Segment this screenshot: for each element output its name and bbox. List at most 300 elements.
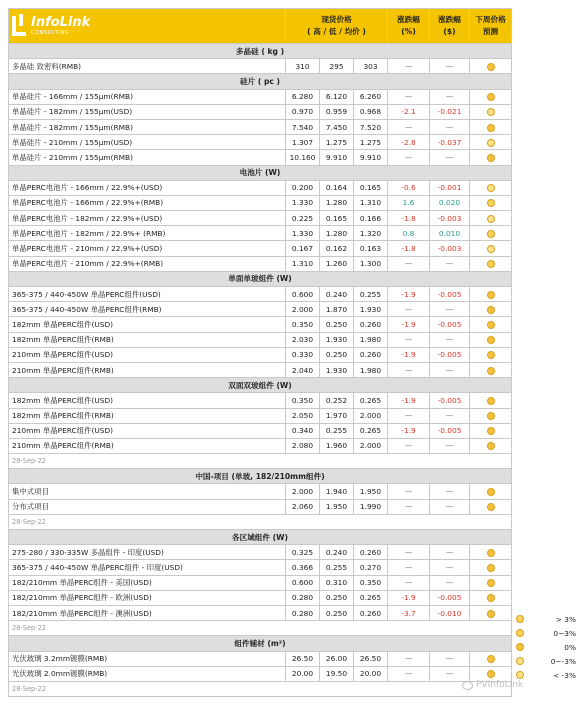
table-row [9,317,512,332]
price-high: 20.00 [286,666,320,681]
change-abs: -0.001 [430,180,470,195]
legend-item [516,612,576,626]
change-pct: — [388,59,430,74]
forecast-cell [470,104,512,119]
change-abs: — [430,651,470,666]
table-row [9,408,512,423]
section-title: 各区域组件 (W) [9,530,512,545]
product-name: 182mm 单晶PERC组件(USD) [9,317,286,332]
table-row [9,560,512,575]
price-low: 0.252 [320,393,354,408]
forecast-down-icon [487,184,495,192]
forecast-flat-icon [487,427,495,435]
legend-item [516,640,576,654]
price-avg: 0.260 [354,347,388,362]
price-low: 0.250 [320,605,354,620]
price-high: 0.167 [286,241,320,256]
section-header [9,74,512,89]
change-pct: -1.9 [388,590,430,605]
table-row [9,651,512,666]
change-abs: -0.003 [430,211,470,226]
table-row [9,211,512,226]
table-row [9,119,512,134]
forecast-cell [470,180,512,195]
forecast-legend [516,612,576,682]
change-abs: — [430,545,470,560]
change-pct: — [388,302,430,317]
change-abs: -0.010 [430,605,470,620]
product-name: 单晶PERC电池片 - 210mm / 22.9%+(USD) [9,241,286,256]
price-low: 1.970 [320,408,354,423]
price-low: 0.255 [320,423,354,438]
section-header [9,165,512,180]
price-low: 0.250 [320,347,354,362]
table-row [9,59,512,74]
change-pct: -2.1 [388,104,430,119]
product-name: 单晶PERC电池片 - 166mm / 22.9%+(RMB) [9,195,286,210]
section-header [9,636,512,651]
price-high: 0.325 [286,545,320,560]
forecast-flat-icon [487,93,495,101]
product-name: 365-375 / 440-450W 单晶PERC组件 - 印度(USD) [9,560,286,575]
price-low: 9.910 [320,150,354,165]
product-name: 单晶硅片 - 210mm / 155μm(RMB) [9,150,286,165]
col-header-forecast: 下周价格 预测 [470,9,512,44]
section-title: 单面单玻组件 (W) [9,271,512,286]
table-row [9,545,512,560]
forecast-down-icon [487,215,495,223]
price-high: 1.307 [286,135,320,150]
price-high: 6.280 [286,89,320,104]
forecast-flat-icon [487,291,495,299]
change-pct: 1.6 [388,195,430,210]
price-avg: 0.166 [354,211,388,226]
price-high: 0.225 [286,211,320,226]
date-row [9,621,512,636]
section-header [9,530,512,545]
price-avg: 303 [354,59,388,74]
price-avg: 9.910 [354,150,388,165]
price-low: 0.255 [320,560,354,575]
table-row [9,590,512,605]
change-pct: — [388,332,430,347]
change-abs: — [430,408,470,423]
forecast-cell [470,590,512,605]
product-name: 多晶硅 致密料(RMB) [9,59,286,74]
price-avg: 20.00 [354,666,388,681]
date-stamp: 28-Sep-22 [9,454,512,469]
table-header-row [9,9,512,44]
logo-sub: CONSULTING [31,29,70,36]
change-abs: — [430,150,470,165]
forecast-flat-icon [487,503,495,511]
change-pct: -1.8 [388,241,430,256]
table-row [9,393,512,408]
price-high: 26.50 [286,651,320,666]
price-avg: 1.990 [354,499,388,514]
table-row [9,180,512,195]
forecast-cell [470,150,512,165]
forecast-flat-icon [487,594,495,602]
product-name: 单晶PERC电池片 - 182mm / 22.9%+(USD) [9,211,286,226]
forecast-flat-icon [487,306,495,314]
forecast-down-icon [487,139,495,147]
table-row [9,302,512,317]
price-low: 1.960 [320,438,354,453]
product-name: 182/210mm 单晶PERC组件 - 欧洲(USD) [9,590,286,605]
table-row [9,423,512,438]
section-title: 中国-项目 (单玻, 182/210mm组件) [9,469,512,484]
forecast-up-icon [487,260,495,268]
price-low: 295 [320,59,354,74]
price-avg: 6.260 [354,89,388,104]
price-high: 0.970 [286,104,320,119]
table-row [9,499,512,514]
forecast-flat-icon [487,579,495,587]
change-abs: — [430,438,470,453]
price-avg: 0.350 [354,575,388,590]
change-abs: -0.005 [430,317,470,332]
price-avg: 0.260 [354,317,388,332]
product-name: 365-375 / 440-450W 单晶PERC组件(RMB) [9,302,286,317]
price-avg: 0.265 [354,423,388,438]
section-title: 组件辅材 (m²) [9,636,512,651]
change-pct: — [388,362,430,377]
price-high: 1.330 [286,195,320,210]
smile-up-icon [516,615,524,623]
product-name: 单晶PERC电池片 - 166mm / 22.9%+(USD) [9,180,286,195]
forecast-cell [470,605,512,620]
price-low: 26.00 [320,651,354,666]
change-pct: -1.9 [388,347,430,362]
price-low: 1.870 [320,302,354,317]
product-name: 集中式项目 [9,484,286,499]
forecast-flat-icon [487,610,495,618]
table-row [9,438,512,453]
price-high: 1.330 [286,226,320,241]
price-high: 2.080 [286,438,320,453]
date-row [9,454,512,469]
price-low: 1.275 [320,135,354,150]
price-high: 2.040 [286,362,320,377]
price-high: 0.600 [286,575,320,590]
price-avg: 0.165 [354,180,388,195]
change-abs: -0.005 [430,287,470,302]
product-name: 210mm 单晶PERC组件(USD) [9,347,286,362]
product-name: 单晶PERC电池片 - 210mm / 22.9%+(RMB) [9,256,286,271]
price-low: 6.120 [320,89,354,104]
forecast-flat-icon [487,549,495,557]
price-avg: 7.520 [354,119,388,134]
date-stamp: 28-Sep-22 [9,514,512,529]
frown-icon [516,671,524,679]
col-header-price: 现货价格 ( 高 / 低 / 均价 ) [286,9,388,44]
product-name: 365-375 / 440-450W 单晶PERC组件(USD) [9,287,286,302]
change-pct: — [388,438,430,453]
forecast-flat-icon [487,367,495,375]
forecast-cell [470,302,512,317]
price-high: 0.350 [286,317,320,332]
change-abs: -0.021 [430,104,470,119]
product-name: 光伏玻璃 3.2mm镀膜(RMB) [9,651,286,666]
forecast-flat-icon [487,154,495,162]
change-pct: — [388,666,430,681]
forecast-cell [470,256,512,271]
smile-slight-up-icon [516,629,524,637]
forecast-flat-icon [487,63,495,71]
price-avg: 1.310 [354,195,388,210]
price-avg: 1.980 [354,332,388,347]
price-low: 1.280 [320,226,354,241]
price-low: 0.310 [320,575,354,590]
change-abs: — [430,59,470,74]
price-high: 0.330 [286,347,320,362]
price-high: 10.160 [286,150,320,165]
table-row [9,104,512,119]
forecast-flat-icon [487,336,495,344]
price-avg: 26.50 [354,651,388,666]
forecast-cell [470,393,512,408]
change-abs: -0.005 [430,347,470,362]
section-title: 电池片 (W) [9,165,512,180]
table-row [9,484,512,499]
forecast-cell [470,651,512,666]
forecast-flat-icon [487,488,495,496]
section-header [9,271,512,286]
change-pct: -1.9 [388,287,430,302]
forecast-cell [470,575,512,590]
forecast-flat-icon [487,124,495,132]
price-avg: 1.300 [354,256,388,271]
forecast-cell [470,195,512,210]
price-high: 7.540 [286,119,320,134]
change-pct: -0.6 [388,180,430,195]
change-abs: 0.020 [430,195,470,210]
forecast-cell [470,119,512,134]
change-pct: — [388,484,430,499]
forecast-cell [470,362,512,377]
frown-slight-icon [516,657,524,665]
price-low: 7.450 [320,119,354,134]
forecast-flat-icon [487,655,495,663]
change-pct: -3.7 [388,605,430,620]
date-row [9,681,512,696]
forecast-cell [470,560,512,575]
change-pct: 0.8 [388,226,430,241]
forecast-cell [470,59,512,74]
table-row [9,666,512,681]
watermark [462,680,523,690]
legend-label: 0~3% [553,628,576,638]
price-low: 1.950 [320,499,354,514]
price-avg: 1.980 [354,362,388,377]
forecast-flat-icon [487,321,495,329]
product-name: 182/210mm 单晶PERC组件 - 美国(USD) [9,575,286,590]
price-low: 0.162 [320,241,354,256]
change-pct: -1.9 [388,317,430,332]
change-abs: — [430,89,470,104]
forecast-cell [470,408,512,423]
change-abs: — [430,575,470,590]
forecast-flat-icon [487,397,495,405]
price-low: 19.50 [320,666,354,681]
table-row [9,135,512,150]
price-low: 0.959 [320,104,354,119]
product-name: 单晶硅片 - 182mm / 155μm(RMB) [9,119,286,134]
price-low: 1.260 [320,256,354,271]
section-header [9,44,512,59]
product-name: 单晶硅片 - 210mm / 155μm(USD) [9,135,286,150]
forecast-cell [470,241,512,256]
change-abs: — [430,666,470,681]
forecast-cell [470,347,512,362]
legend-label: 0~-3% [550,656,576,666]
price-high: 0.350 [286,393,320,408]
neutral-face-icon [516,643,524,651]
table-row [9,195,512,210]
forecast-flat-icon [487,564,495,572]
product-name: 182mm 单晶PERC组件(RMB) [9,408,286,423]
product-name: 182mm 单晶PERC组件(RMB) [9,332,286,347]
price-avg: 1.320 [354,226,388,241]
price-avg: 1.275 [354,135,388,150]
change-abs: — [430,499,470,514]
change-abs: — [430,119,470,134]
change-pct: — [388,499,430,514]
change-pct: — [388,545,430,560]
forecast-flat-icon [487,442,495,450]
price-low: 1.930 [320,332,354,347]
forecast-cell [470,499,512,514]
price-high: 0.200 [286,180,320,195]
forecast-up-icon [487,230,495,238]
table-row [9,226,512,241]
section-header [9,378,512,393]
price-avg: 0.968 [354,104,388,119]
change-pct: — [388,256,430,271]
product-name: 210mm 单晶PERC组件(RMB) [9,362,286,377]
watermark-text: PVInfoLink [476,680,524,690]
change-pct: -2.8 [388,135,430,150]
price-high: 0.280 [286,605,320,620]
forecast-cell [470,484,512,499]
table-row [9,362,512,377]
price-low: 0.250 [320,590,354,605]
product-name: 275-280 / 330-335W 多晶组件 - 印度(USD) [9,545,286,560]
price-avg: 0.255 [354,287,388,302]
forecast-cell [470,438,512,453]
price-avg: 2.000 [354,438,388,453]
change-pct: — [388,150,430,165]
forecast-down-icon [487,108,495,116]
price-high: 2.050 [286,408,320,423]
price-low: 1.280 [320,195,354,210]
price-low: 0.165 [320,211,354,226]
change-pct: — [388,560,430,575]
date-stamp: 28-Sep-22 [9,621,512,636]
price-avg: 0.270 [354,560,388,575]
change-pct: — [388,119,430,134]
price-low: 0.240 [320,287,354,302]
change-pct: -1.8 [388,211,430,226]
legend-item [516,626,576,640]
table-row [9,150,512,165]
change-pct: — [388,575,430,590]
forecast-cell [470,226,512,241]
table-row [9,287,512,302]
price-avg: 0.265 [354,393,388,408]
legend-label: 0% [564,642,576,652]
date-stamp: 28-Sep-22 [9,681,512,696]
change-abs: -0.037 [430,135,470,150]
forecast-cell [470,287,512,302]
wechat-icon [462,681,473,690]
product-name: 210mm 单晶PERC组件(RMB) [9,438,286,453]
price-high: 2.000 [286,484,320,499]
change-abs: 0.010 [430,226,470,241]
section-title: 硅片 ( pc ) [9,74,512,89]
infolink-logo [12,9,282,43]
change-pct: -1.9 [388,423,430,438]
forecast-down-icon [487,245,495,253]
forecast-flat-icon [487,412,495,420]
price-avg: 1.930 [354,302,388,317]
change-abs: -0.005 [430,423,470,438]
product-name: 单晶PERC电池片 - 182mm / 22.9%+ (RMB) [9,226,286,241]
product-name: 单晶硅片 - 166mm / 155μm(RMB) [9,89,286,104]
price-high: 0.340 [286,423,320,438]
legend-label: > 3% [555,614,576,624]
price-high: 2.060 [286,499,320,514]
change-pct: — [388,89,430,104]
price-table [8,8,512,697]
product-name: 单晶硅片 - 182mm / 155μm(USD) [9,104,286,119]
price-avg: 0.163 [354,241,388,256]
price-high: 0.280 [286,590,320,605]
change-pct: -1.9 [388,393,430,408]
section-title: 双面双玻组件 (W) [9,378,512,393]
price-avg: 0.265 [354,590,388,605]
price-avg: 2.000 [354,408,388,423]
infolink-logo-icon [12,16,26,36]
forecast-cell [470,211,512,226]
price-low: 1.930 [320,362,354,377]
forecast-cell [470,423,512,438]
legend-item [516,654,576,668]
change-pct: — [388,651,430,666]
product-name: 分布式项目 [9,499,286,514]
table-row [9,89,512,104]
price-high: 2.000 [286,302,320,317]
section-header [9,469,512,484]
change-abs: -0.005 [430,393,470,408]
price-high: 310 [286,59,320,74]
price-high: 0.366 [286,560,320,575]
change-abs: -0.003 [430,241,470,256]
price-low: 0.240 [320,545,354,560]
price-low: 1.940 [320,484,354,499]
section-title: 多晶硅 ( kg ) [9,44,512,59]
change-abs: — [430,302,470,317]
price-high: 1.310 [286,256,320,271]
change-abs: — [430,362,470,377]
forecast-flat-icon [487,351,495,359]
table-row [9,605,512,620]
logo-name: InfoLink [31,14,91,30]
legend-item [516,668,576,682]
change-abs: -0.005 [430,590,470,605]
forecast-cell [470,135,512,150]
